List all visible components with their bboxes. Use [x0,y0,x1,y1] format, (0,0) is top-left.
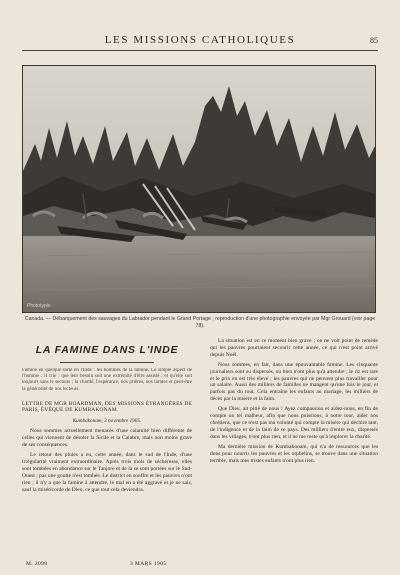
paragraph: Que Dieu, ait pitié de nous ! Ayez compassion et aidez-nous, en fin de compte un tel malheur, afin que nous puissions, à notre tour, aider nos chrétiens, que ce n'est pas ma volonté qui compte la misère qui déchire tant, de l'indigence et de la faim de ce pays. Des milliers d'entre eux, dispersés dans les villages, n'ont plus rien, et il ne me reste qu'à implorer la charité. [210,406,378,440]
paragraph: Nous sommes, en fait, dans une épouvantable famine. Les cinquante journaliers sont ou dispersés, ou bien n'ont plus qu'à attendre ; le riz est rare et le prix en est très élevé ; les pauvres qui ne peuvent plus travailler pour un salaire. Aussi des milliers de familles ne mangent qu'une fois le jour, et parfois pas du tout. Cela entraîne les enfants au mariage, les milliers de décès par la misère et la faim. [210,361,378,403]
right-column [210,338,378,558]
left-column [22,368,192,558]
photo-credit: Phototypie [27,303,51,309]
dateline: Kumbakonam, 3 novembre 1905. [72,418,142,424]
letter-heading: LETTRE DE MGR BOARDMAN, DES MISSIONS ÉTRANGÈRES DE PARIS, ÉVÊQUE DE KUMBAKONAM. [22,400,192,414]
page-number: 85 [370,36,378,45]
photo-illustration [23,66,375,312]
footer-date: 3 MARS 1905 [130,561,167,567]
paragraph: La situation est en ce moment bien grave ; on ne voit point de remède qui les pauvres pourraient secourir cette année, ce qui n'est point arrivé depuis Noël. [210,338,378,358]
header-rule [22,50,378,51]
paragraph: Le retour des pluies a eu, cette année, dans le sud de l'Inde, d'une irrégularité vraiment extraordinaire. Après trois mois de sécheresse, elles sont tombées en abondance sur le Tanjore et de là se sont portées sur le Sud-Ouest ; pas une goutte n'est tombée. Le district en souffre et les pauvres n'ont rien ; il n'y a que la famine à attendre, le mal en a été aggravé et je ne sais, sauf la miséricorde de Dieu, ce que tout cela deviendra. [22,452,192,493]
photo-caption: Canada. — Débarquement des sauvages du Labrador pendant le Grand Portage ; reproduction d'une photographie envoyée par Mgr Grouard (voir page 78). [24,316,376,329]
paragraph: Nous sommes actuellement menacés d'une calamité bien différente de celles qui viennent de désoler la Sicile et la Calabre, mais non moins grave de ses conséquences. [22,428,192,449]
footer-issue-number: M. 2098 [26,561,48,567]
landscape-photograph [22,65,376,313]
paragraph: Ma dernière mission de Kumbakonam, qui n'a de ressources que les dons pour nourrir les pauvres et les orphelins, se trouve dans une situation terrible, mais mes tristes enfants n'ont plus rien. [210,443,378,464]
running-title: LES MISSIONS CATHOLIQUES [104,34,296,46]
article-title: LA FAMINE DANS L'INDE [35,344,179,356]
article-intro: Famine en quelque sorte en l'Inde : les hommes de la famine. Le simple aspect de l'homme : il crie : que leur besoin soit une extrémité d'être assisté ; et qu'elle soit toujours sans le secours ; la charité, l'espérance, nos prières, nos larmes et peut-être la générosité de nos lecteurs. [22,368,192,392]
title-rule [60,362,154,363]
